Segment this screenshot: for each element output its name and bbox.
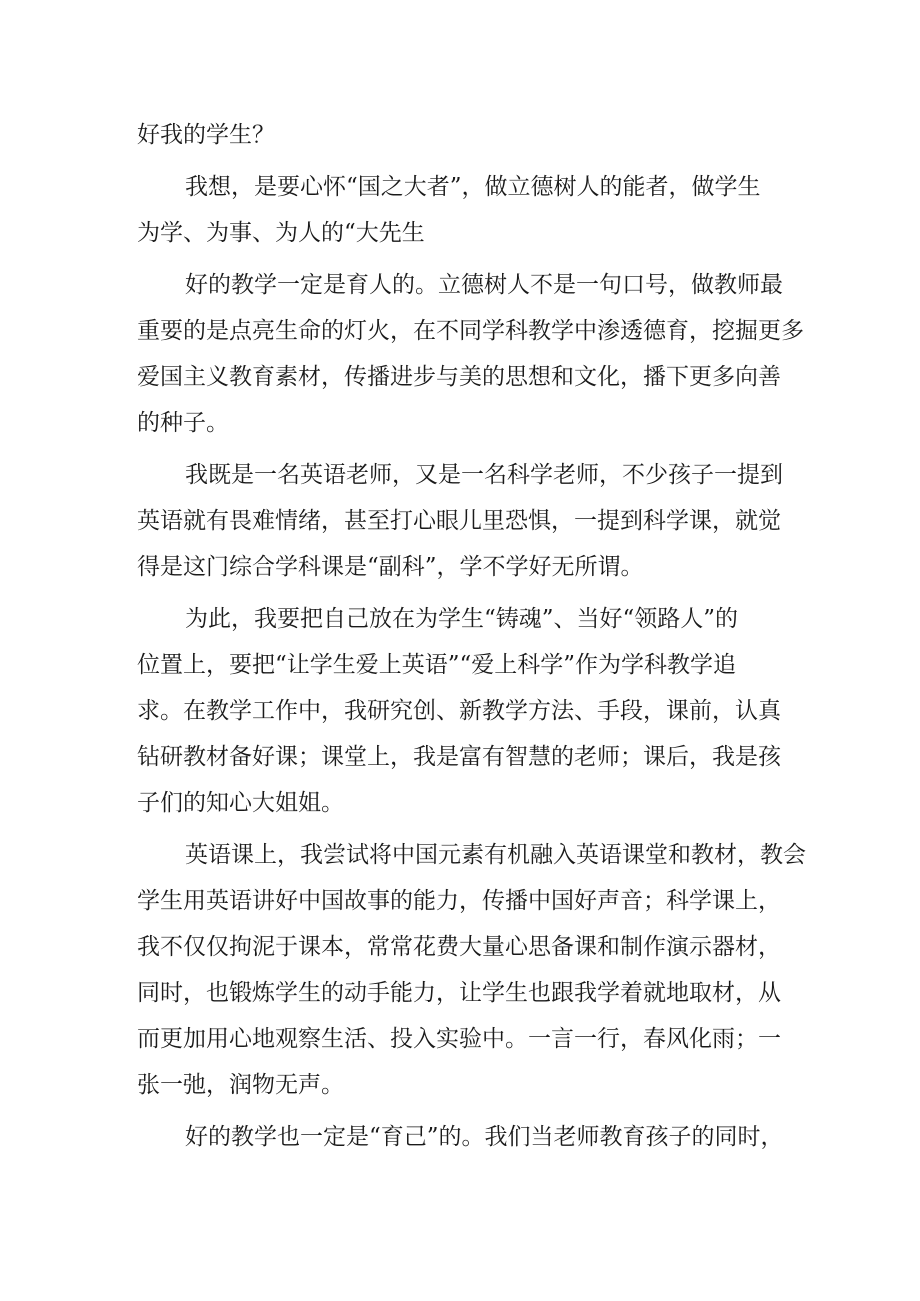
- text-line: 子们的知心大姐姐。: [137, 790, 344, 816]
- text-line: 而更加用心地观察生活、投入实验中。一言一行，春风化雨；一: [137, 1026, 781, 1052]
- paragraph: [137, 596, 797, 826]
- paragraph: [137, 164, 797, 256]
- text-line: 张一弛，润物无声。: [137, 1072, 344, 1098]
- text-line: 为此，我要把自己放在为学生“铸魂”、当好“领路人”的: [185, 606, 739, 632]
- body-text: [137, 112, 806, 1160]
- text-line: 为学、为事、为人的“大先生: [137, 220, 425, 246]
- paragraph: [137, 262, 804, 446]
- text-line: 得是这门综合学科课是“副科”，学不学好无所谓。: [137, 554, 644, 580]
- paragraph: [137, 1114, 797, 1160]
- text-line: 重要的是点亮生命的灯火，在不同学科教学中渗透德育，挖掘更多: [137, 318, 804, 344]
- text-line: 学生用英语讲好中国故事的能力，传播中国好声音；科学课上，: [137, 888, 781, 914]
- text-line: 英语课上，我尝试将中国元素有机融入英语课堂和教材，教会: [185, 842, 806, 868]
- text-line: 同时，也锻炼学生的动手能力，让学生也跟我学着就地取材，从: [137, 980, 781, 1006]
- text-line: 好的教学也一定是“育己”的。我们当老师教育孩子的同时，: [185, 1124, 784, 1150]
- text-line: 钻研教材备好课；课堂上，我是富有智慧的老师；课后，我是孩: [137, 744, 781, 770]
- text-line: 位置上，要把“让学生爱上英语”“爱上科学”作为学科教学追: [137, 652, 737, 678]
- text-line: 英语就有畏难情绪，甚至打心眼儿里恐惧，一提到科学课，就觉: [137, 508, 781, 534]
- text-line: 好我的学生？: [137, 122, 275, 148]
- paragraph-continuation: [137, 112, 797, 158]
- text-line: 好的教学一定是育人的。立德树人不是一句口号，做教师最: [185, 272, 783, 298]
- text-line: 爱国主义教育素材，传播进步与美的思想和文化，播下更多向善: [137, 364, 781, 390]
- text-line: 我不仅仅拘泥于课本，常常花费大量心思备课和制作演示器材，: [137, 934, 781, 960]
- text-line: 我既是一名英语老师，又是一名科学老师，不少孩子一提到: [185, 462, 783, 488]
- text-line: 求。在教学工作中，我研究创、新教学方法、手段，课前，认真: [137, 698, 781, 724]
- text-line: 我想，是要心怀“国之大者”，做立德树人的能者，做学生: [185, 174, 761, 200]
- paragraph: [137, 832, 806, 1108]
- text-line: 的种子。: [137, 410, 229, 436]
- paragraph: [137, 452, 797, 590]
